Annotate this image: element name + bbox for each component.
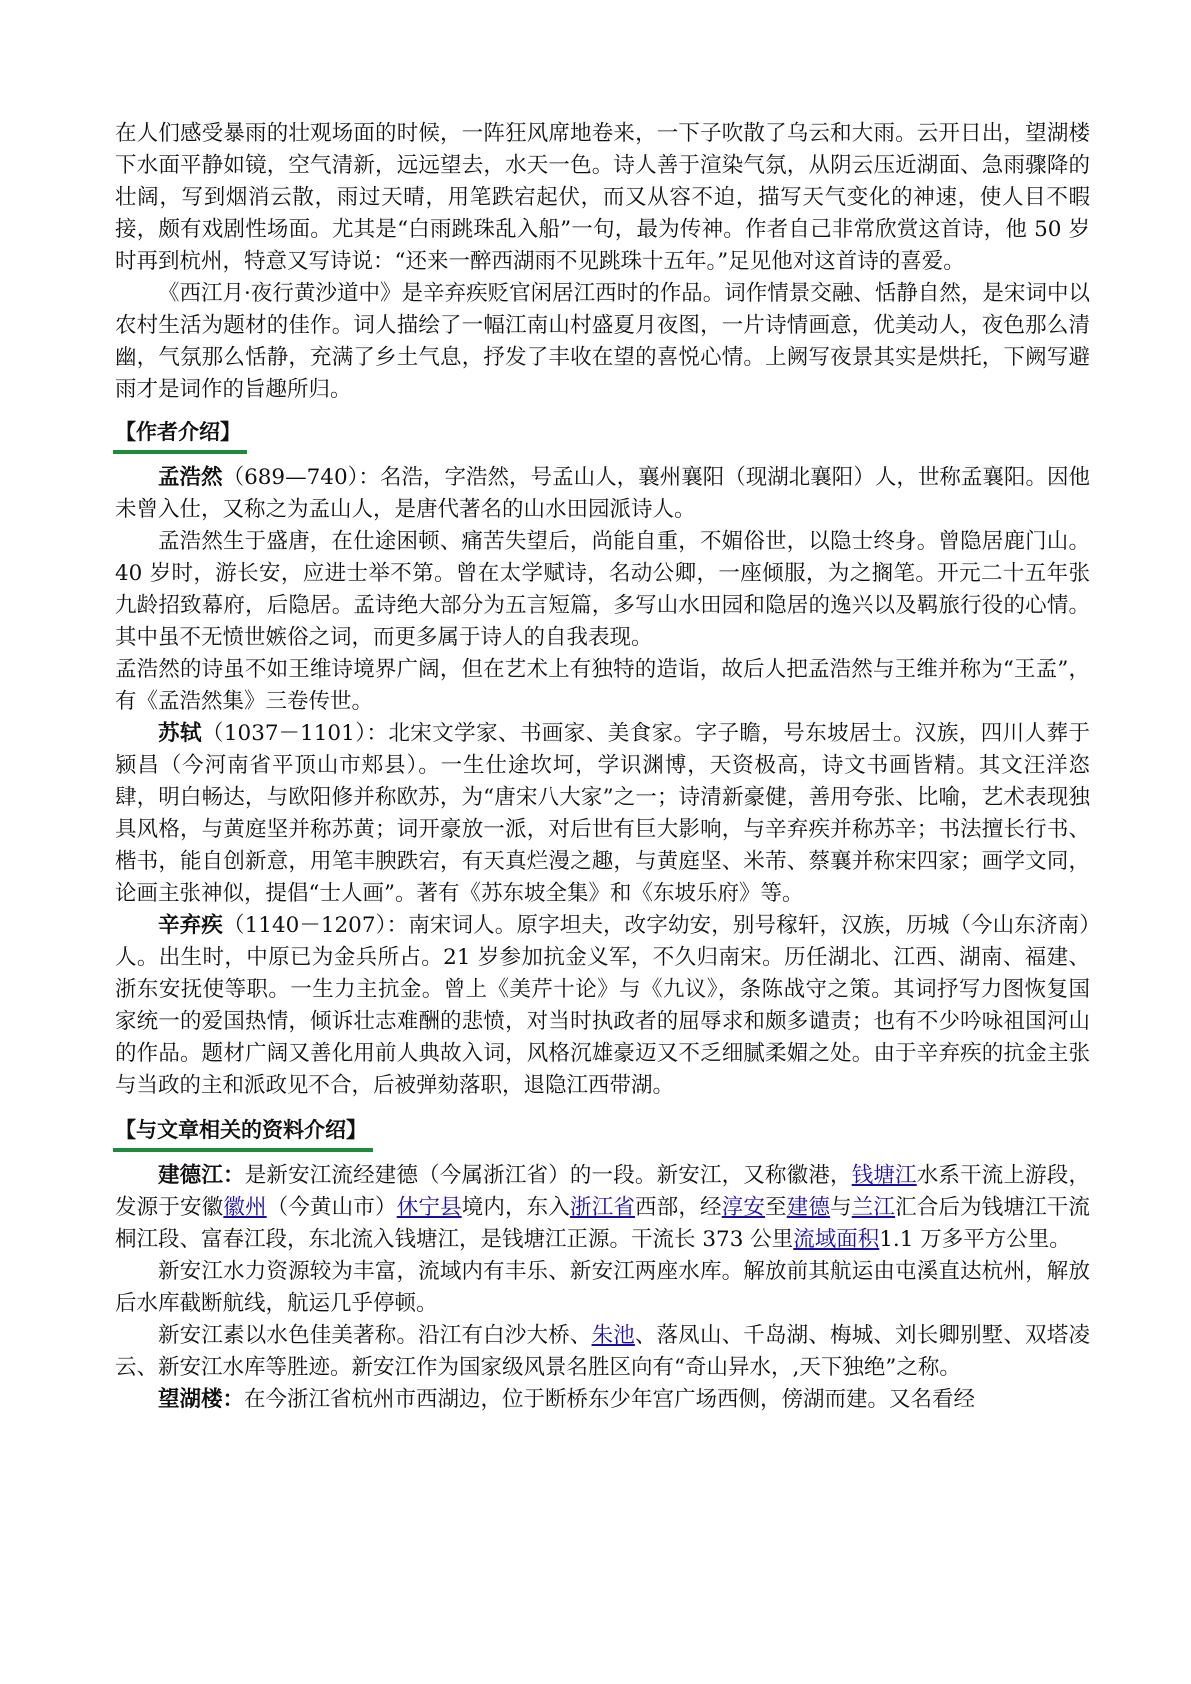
- author-meng-paragraph-2: 孟浩然生于盛唐，在仕途困顿、痛苦失望后，尚能自重，不媚俗世，以隐士终身。曾隐居鹿门山。40 岁时，游长安，应进士举不第。曾在太学赋诗，名动公卿，一座倾服，为之搁笔。开元二十五年张九龄招致幕府，后隐居。孟诗绝大部分为五言短篇，多写山水田园和隐居的逸兴以及羁旅行役的心情。其中虽不无愤世嫉俗之词，而更多属于诗人的自我表现。: [115, 529, 1090, 650]
- link-zhuchi[interactable]: 朱池: [591, 1323, 635, 1348]
- author-name-su: 苏轼: [158, 721, 202, 746]
- jiande-paragraph-1: [115, 1160, 1090, 1256]
- link-zhejiang[interactable]: 浙江省: [570, 1195, 636, 1220]
- author-su-text: （1037－1101）：北宋文学家、书画家、美食家。字子瞻，号东坡居士。汉族，四川人葬于颍昌（今河南省平顶山市郏县）。一生仕途坎坷，学识渊博，天资极高，诗文书画皆精。其文汪洋恣肆，明白畅达，与欧阳修并称欧苏，为“唐宋八大家”之一；诗清新豪健，善用夸张、比喻，艺术表现独具风格，与黄庭坚并称苏黄；词开豪放一派，对后世有巨大影响，与辛弃疾并称苏辛；书法擅长行书、楷书，能自创新意，用笔丰腴跌宕，有天真烂漫之趣，与黄庭坚、米芾、蔡襄并称宋四家；画学文同，论画主张神似，提倡“士人画”。著有《苏东坡全集》和《东坡乐府》等。: [115, 721, 1090, 906]
- term-jiande: 建德江：: [158, 1163, 245, 1188]
- author-meng-text: （689—740）：名浩，字浩然，号孟山人，襄州襄阳（现湖北襄阳）人，世称孟襄阳。因他未曾入仕，又称之为孟山人，是唐代著名的山水田园派诗人。: [115, 465, 1090, 522]
- jiande-text: 、落凤山、千岛湖、梅城、刘长卿别墅、双塔凌云、新安江水库等胜迹。新安江作为国家级风景名胜区向有“奇山异水，,天下独绝”之称。: [115, 1323, 1090, 1380]
- jiande-text: 与: [830, 1195, 852, 1220]
- link-lanjiang[interactable]: 兰江: [851, 1195, 896, 1220]
- author-su-paragraph: [115, 718, 1090, 910]
- author-name-xin: 辛弃疾: [158, 913, 223, 938]
- document-page: [115, 118, 1090, 1416]
- jiande-text: 水系干流上游段，发源于安徽: [115, 1163, 1090, 1220]
- jiande-paragraph-2: 新安江水力资源较为丰富，流域内有丰乐、新安江两座水库。解放前其航运由屯溪直达杭州，解放后水库截断航线，航运几乎停顿。: [115, 1259, 1090, 1316]
- author-meng-paragraph-3: 孟浩然的诗虽不如王维诗境界广阔，但在艺术上有独特的造诣，故后人把孟浩然与王维并称为“王孟”，有《孟浩然集》三卷传世。: [115, 657, 1090, 714]
- link-jiande[interactable]: 建德: [786, 1195, 831, 1220]
- link-huizhou[interactable]: 徽州: [223, 1195, 267, 1220]
- link-qiantangjiang[interactable]: 钱塘江: [851, 1163, 917, 1188]
- section-heading-authors: 【作者介绍】: [113, 416, 247, 454]
- jiande-text: 汇合后为钱塘江干流桐江段、富春江段，东北流入钱塘江，是钱塘江正源。干流长 373 公里: [115, 1195, 1090, 1252]
- author-name-meng: 孟浩然: [158, 465, 223, 490]
- jiande-text: 是新安江流经建德（今属浙江省）的一段。新安江，又称徽港，: [244, 1163, 852, 1188]
- author-meng-paragraph-1: [115, 462, 1090, 526]
- jiande-text: 境内，东入: [461, 1195, 571, 1220]
- author-xin-text: （1140－1207）：南宋词人。原字坦夫，改字幼安，别号稼轩，汉族，历城（今山东济南）人。出生时，中原已为金兵所占。21 岁参加抗金义军，不久归南宋。历任湖北、江西、湖南、福建、浙东安抚使等职。一生力主抗金。曾上《美芹十论》与《九议》，条陈战守之策。其词抒写力图恢复国家统一的爱国热情，倾诉壮志难酬的悲愤，对当时执政者的屈辱求和颇多谴责；也有不少吟咏祖国河山的作品。题材广阔又善化用前人典故入词，风格沉雄豪迈又不乏细腻柔媚之处。由于辛弃疾的抗金主张与当政的主和派政见不合，后被弹劾落职，退隐江西带湖。: [115, 913, 1090, 1098]
- jiande-paragraph-3: [115, 1320, 1090, 1384]
- jiande-text: 至: [765, 1195, 787, 1220]
- jiande-text: 1.1 万多平方公里。: [879, 1227, 1071, 1252]
- jiande-text: （今黄山市）: [266, 1195, 397, 1220]
- link-liuyumianji[interactable]: 流域面积: [793, 1227, 880, 1252]
- link-xiuning[interactable]: 休宁县: [396, 1195, 462, 1220]
- jiande-text: 西部，经: [635, 1195, 722, 1220]
- intro-paragraph-2: 《西江月·夜行黄沙道中》是辛弃疾贬官闲居江西时的作品。词作情景交融、恬静自然，是宋词中以农村生活为题材的佳作。词人描绘了一幅江南山村盛夏月夜图，一片诗情画意，优美动人，夜色那么清幽，气氛那么恬静，充满了乡土气息，抒发了丰收在望的喜悦心情。上阙写夜景其实是烘托，下阙写避雨才是词作的旨趣所归。: [115, 281, 1090, 402]
- jiande-text: 新安江素以水色佳美著称。沿江有白沙大桥、: [158, 1323, 592, 1348]
- author-xin-paragraph: [115, 910, 1090, 1102]
- term-wanghulou: 望湖楼：: [158, 1387, 245, 1412]
- intro-paragraph-1: 在人们感受暴雨的壮观场面的时候，一阵狂风席地卷来，一下子吹散了乌云和大雨。云开日出，望湖楼下水面平静如镜，空气清新，远远望去，水天一色。诗人善于渲染气氛，从阴云压近湖面、急雨骤降的壮阔，写到烟消云散，雨过天晴，用笔跌宕起伏，而又从容不迫，描写天气变化的神速，使人目不暇接，颇有戏剧性场面。尤其是“白雨跳珠乱入船”一句，最为传神。作者自己非常欣赏这首诗，他 50 岁时再到杭州，特意又写诗说：“还来一醉西湖雨不见跳珠十五年。”足见他对这首诗的喜爱。: [115, 121, 1090, 274]
- wanghulou-text: 在今浙江省杭州市西湖边，位于断桥东少年宫广场西侧，傍湖而建。又名看经: [244, 1387, 976, 1412]
- section-heading-materials: 【与文章相关的资料介绍】: [113, 1114, 373, 1152]
- link-chunan[interactable]: 淳安: [721, 1195, 766, 1220]
- wanghulou-paragraph: [115, 1384, 1090, 1416]
